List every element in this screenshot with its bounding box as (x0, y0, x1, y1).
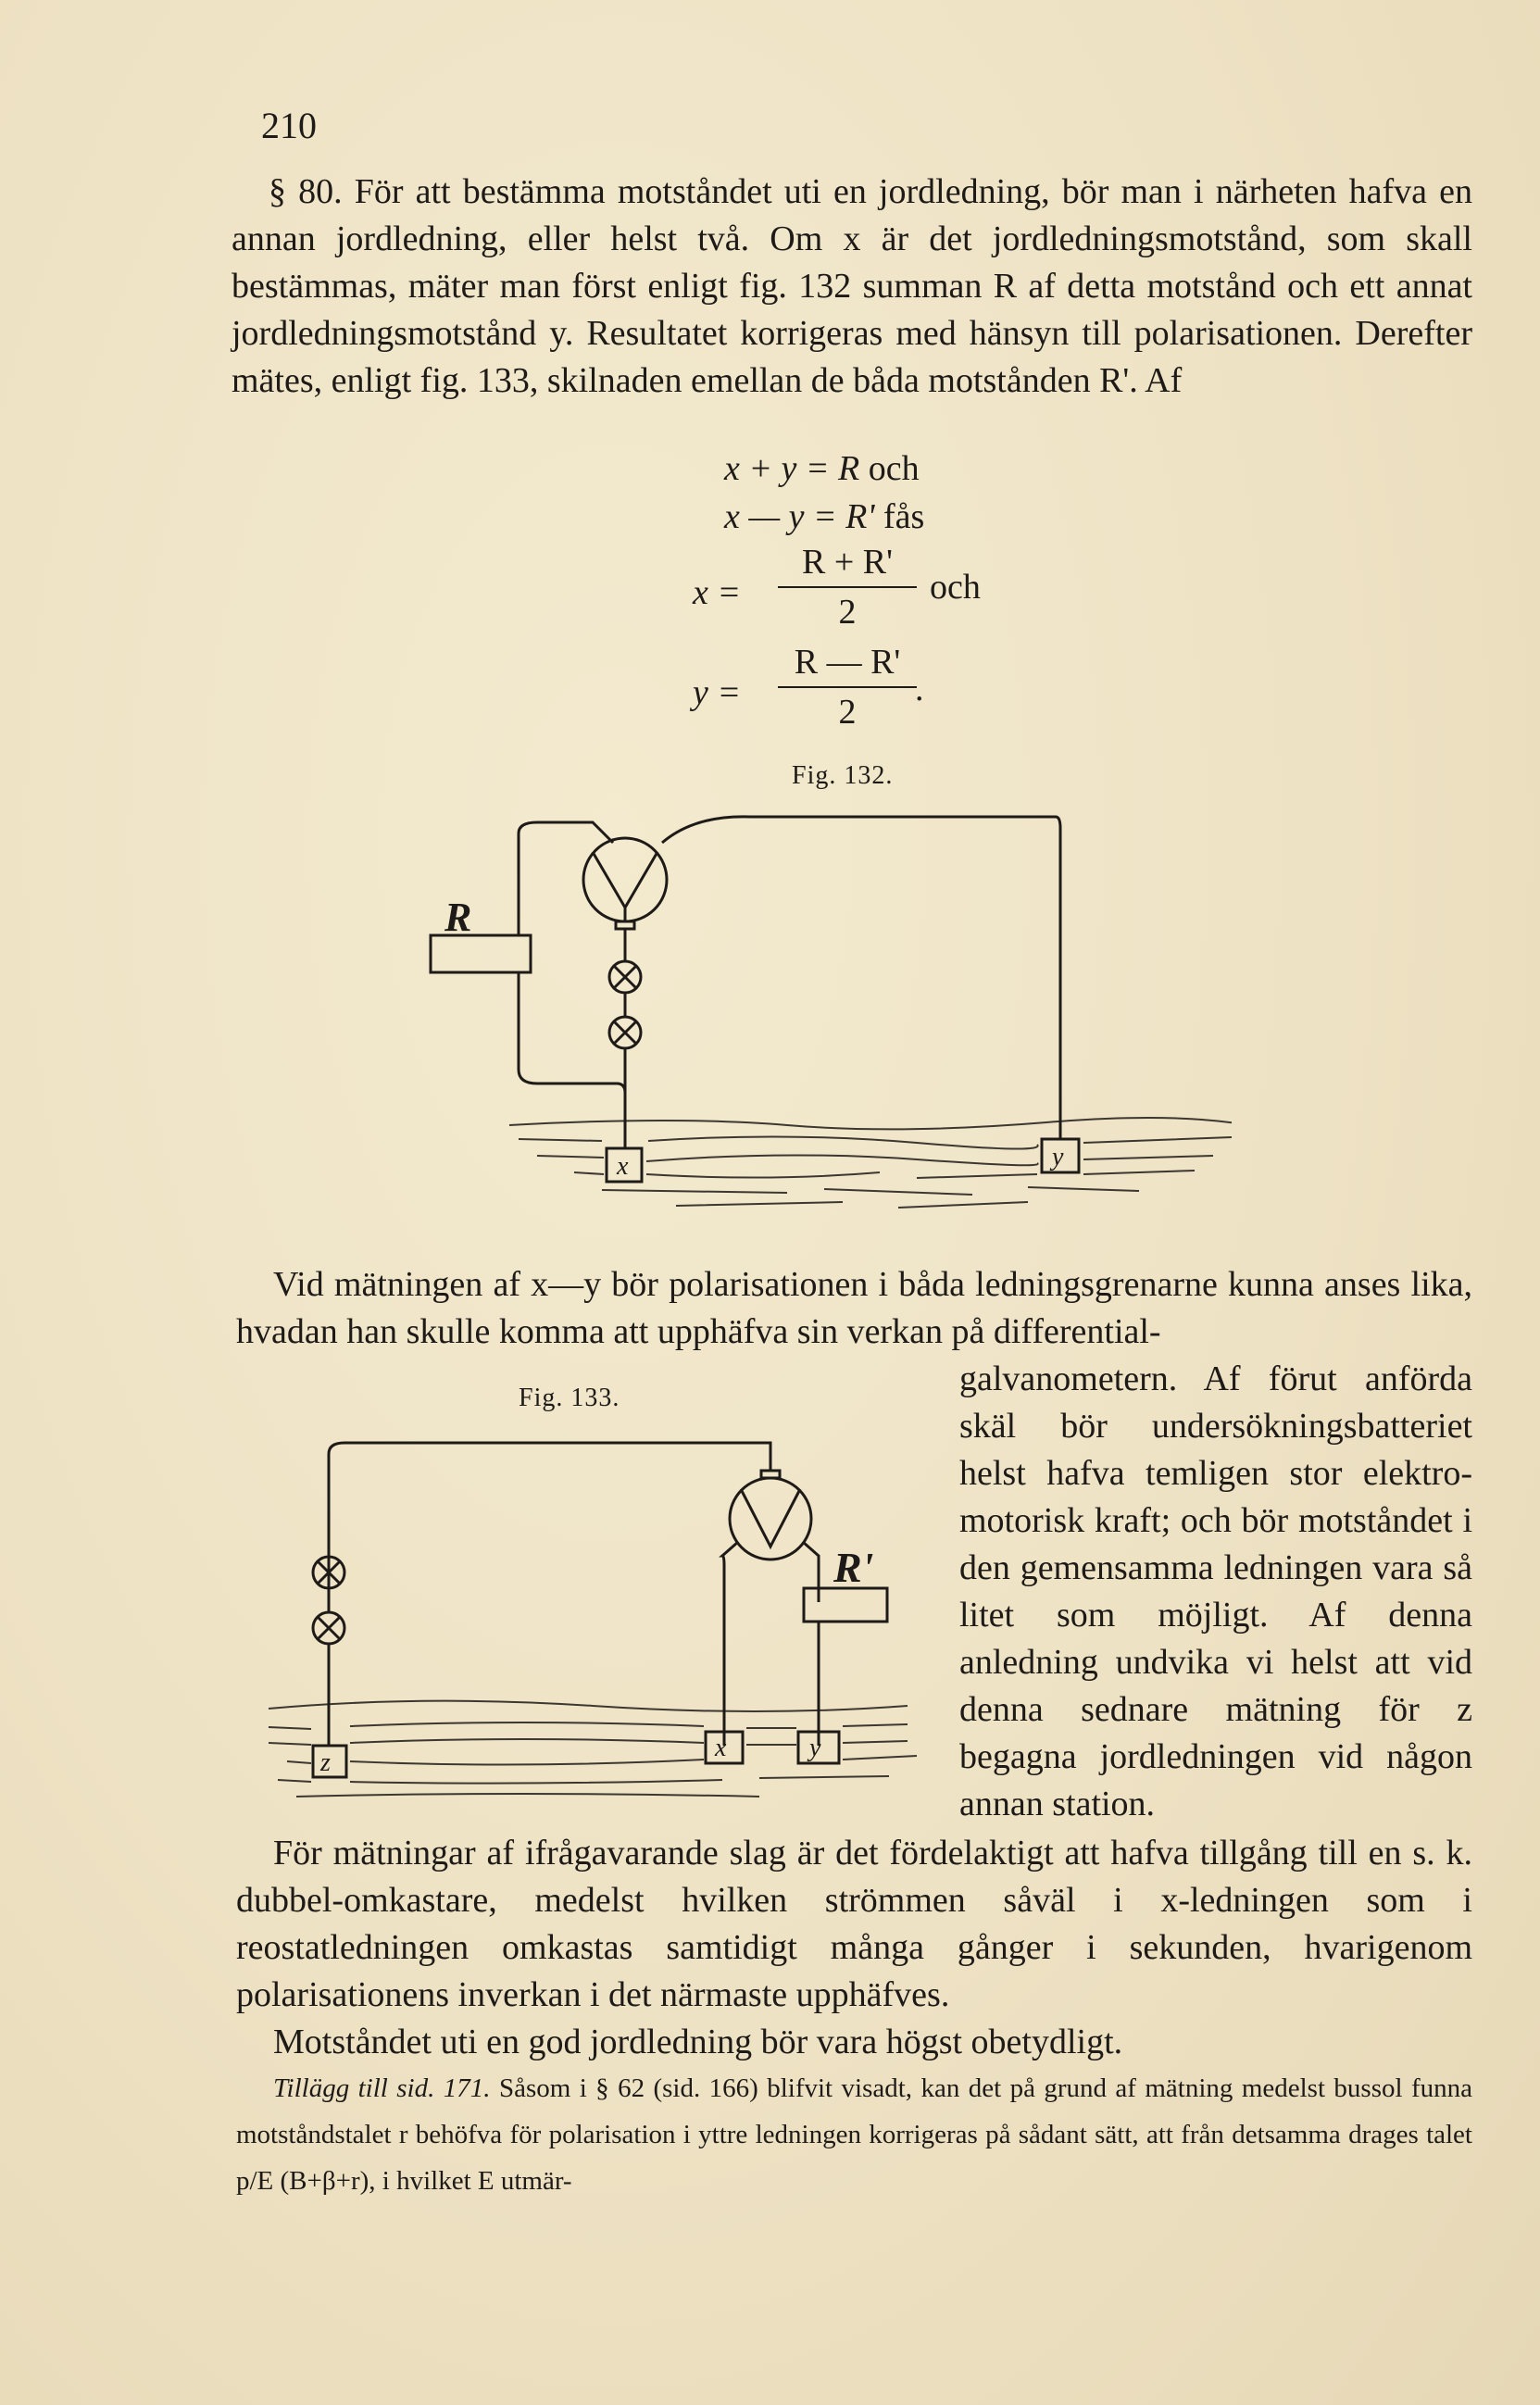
paragraph-dubbel-omkastare: För mätningar af ifrågavarande slag är det fördelaktigt att hafva tillgång till en s. k. dubbel-omkastare, medelst hvilken strömmen såväl i x-ledningen som i reostatledningen omkastas samtidigt många gånger i sekunden, hvarigenom polarisationens inverkan i det närmaste upphäfves. Motståndet uti en god jordledning bör vara högst obetydligt. (236, 1834, 1472, 2061)
footnote-text: Såsom i § 62 (sid. 166) blifvit visadt, kan det på grund af mätning medelst bussol funna motståndstalet r behöfva för polarisation i yttre ledningen korrigeras på sådant sätt, att från detsamma drages talet p/E (B+β+r), i hvilket E utmär- (236, 2073, 1472, 2196)
equation-x-word: och (930, 568, 981, 607)
paragraph-80 (232, 169, 1472, 405)
footnote-addition (236, 2065, 1472, 2204)
fig-132-caption: Fig. 132. (792, 761, 894, 790)
fig-133-label-y: y (809, 1734, 821, 1762)
fig-133-label-z: z (320, 1748, 331, 1777)
fig-133-diagram (241, 1417, 945, 1806)
fig-133-label-x: x (715, 1734, 727, 1762)
equation-y-lhs: y = (693, 673, 742, 712)
fig-132-label-y: y (1052, 1143, 1064, 1171)
fig-133-label-R: R' (833, 1544, 874, 1591)
fig-132-label-x: x (617, 1152, 629, 1181)
fig-132-diagram (398, 806, 1232, 1232)
fig-133-caption: Fig. 133. (519, 1384, 620, 1412)
equation-1: x + y = R och (724, 449, 920, 488)
paragraph-motstandet: Motståndet uti en god jordledning bör vara högst obetydligt. (273, 2023, 1123, 2061)
equation-x-lhs: x = (693, 573, 742, 612)
fig-132-label-R: R (444, 895, 472, 940)
paragraph-polarisation: Vid mätningen af x—y bör polarisationen i båda ledningsgrenarne kunna anses lika, hvadan han skulle komma att upphäfva sin verkan på differential- (236, 1265, 1472, 1351)
footnote-label: Tillägg till sid. 171. (273, 2073, 491, 2103)
paragraph-80-text: § 80. För att bestämma motståndet uti en jordledning, bör man i närheten hafva en annan jordledning, eller helst två. Om x är det jordledningsmotstånd, som skall bestämmas, mäter man först enligt fig. 132 summan R af detta motstånd och ett annat jordledningsmotstånd y. Resultatet korrigeras med hänsyn till polarisationen. Derefter mätes, enligt fig. 133, skilnaden emellan de båda motstånden R'. Af (232, 172, 1472, 400)
equation-x-fraction: R + R' 2 (778, 542, 917, 633)
equation-2: x — y = R' fås (724, 497, 925, 536)
equation-y-end: . (915, 670, 924, 708)
paragraph-galvanometer: galvanometern. Af förut anförda skäl bör undersökningsbatteriet helst hafva temligen stor elektromotorisk kraft; och bör motståndet i den gemensamma ledningen vara så litet som möjligt. Af denna anledning undvika vi helst att vid denna sednare mätning för z begagna jordledningen vid någon annan station. (959, 1359, 1472, 1823)
page-number: 210 (261, 105, 317, 146)
equation-y-fraction: R — R' 2 (778, 642, 917, 733)
